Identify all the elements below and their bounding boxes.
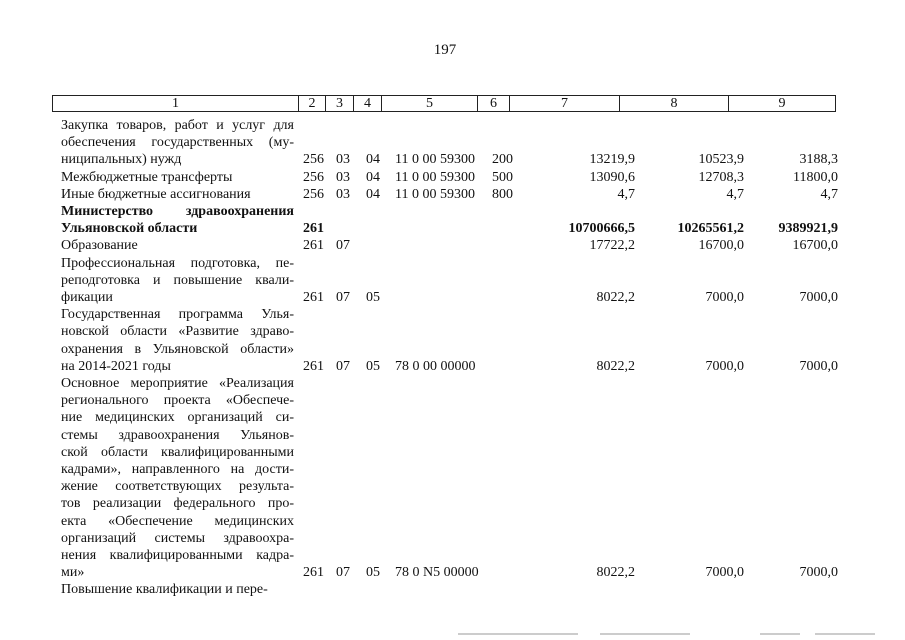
row-description xyxy=(61,169,294,186)
cell-c3: 07 xyxy=(336,238,350,254)
cell-c7: 4,7 xyxy=(617,186,635,202)
cell-c2: 261 xyxy=(303,238,324,254)
description-line: Основное мероприятие «Реализация xyxy=(61,376,294,391)
row-description xyxy=(61,203,294,237)
scan-artifact xyxy=(760,633,800,635)
header-col-3: 3 xyxy=(326,96,354,111)
cell-c2: 261 xyxy=(303,221,324,237)
cell-c9: 4,7 xyxy=(820,186,838,202)
header-col-7: 7 xyxy=(510,96,620,111)
table-row xyxy=(0,169,905,186)
cell-c3: 03 xyxy=(336,186,350,202)
cell-c6: 800 xyxy=(492,186,513,202)
row-description xyxy=(61,186,294,203)
cell-c8: 7000,0 xyxy=(705,289,744,305)
description-line: регионального проекта «Обеспече- xyxy=(61,393,294,409)
cell-c5: 78 0 N5 00000 xyxy=(395,565,479,581)
cell-c3: 03 xyxy=(336,152,350,168)
cell-c3: 03 xyxy=(336,169,350,185)
cell-c2: 256 xyxy=(303,186,324,202)
description-line: нения квалифицированными кадра- xyxy=(61,548,294,564)
header-col-1: 1 xyxy=(53,96,299,111)
cell-c8: 12708,3 xyxy=(698,169,744,185)
cell-c7: 10700666,5 xyxy=(568,221,635,237)
cell-c2: 256 xyxy=(303,169,324,185)
cell-c3: 07 xyxy=(336,565,350,581)
table-row xyxy=(0,375,905,581)
description-line: ми» xyxy=(61,565,85,581)
cell-c3: 07 xyxy=(336,289,350,305)
header-col-9: 9 xyxy=(778,96,786,111)
cell-c5: 11 0 00 59300 xyxy=(395,152,475,168)
cell-c9: 7000,0 xyxy=(799,358,838,374)
cell-c7: 8022,2 xyxy=(596,289,635,305)
row-description xyxy=(61,237,294,254)
cell-c8: 4,7 xyxy=(726,186,744,202)
scan-artifact xyxy=(815,633,875,635)
cell-c9: 7000,0 xyxy=(799,289,838,305)
cell-c4: 04 xyxy=(366,186,380,202)
cell-c4: 05 xyxy=(366,358,380,374)
cell-c4: 04 xyxy=(366,152,380,168)
table-header xyxy=(52,95,836,112)
cell-c3: 07 xyxy=(336,358,350,374)
cell-c8: 10523,9 xyxy=(698,152,744,168)
description-line: ской области квалифицированными xyxy=(61,444,294,460)
description-line: охранения в Ульяновской области» xyxy=(61,341,294,357)
description-line: организаций системы здравоохра- xyxy=(61,530,294,546)
cell-c2: 256 xyxy=(303,152,324,168)
row-description xyxy=(61,306,294,375)
description-line: Межбюджетные трансферты xyxy=(61,169,233,185)
description-line: кадрами», направленного на дости- xyxy=(61,462,294,478)
scan-artifact xyxy=(600,633,690,635)
description-line: Закупка товаров, работ и услуг для xyxy=(61,118,294,133)
cell-c6: 500 xyxy=(492,169,513,185)
header-col-5: 5 xyxy=(382,96,478,111)
table-row xyxy=(0,186,905,203)
cell-c2: 261 xyxy=(303,289,324,305)
row-description xyxy=(61,255,294,307)
table-row xyxy=(0,581,905,598)
table-row xyxy=(0,117,905,169)
cell-c9: 11800,0 xyxy=(793,169,838,185)
table-row xyxy=(0,237,905,254)
description-line: Повышение квалификации и пере- xyxy=(61,582,268,598)
cell-c8: 10265561,2 xyxy=(677,221,744,237)
description-line: Государственная программа Улья- xyxy=(61,307,294,323)
description-line: Профессиональная подготовка, пе- xyxy=(61,255,294,271)
cell-c8: 7000,0 xyxy=(705,565,744,581)
description-line: екта «Обеспечение медицинских xyxy=(61,513,294,529)
description-line: ние медицинских организаций си- xyxy=(61,410,294,426)
description-line: Ульяновской области xyxy=(61,221,198,237)
page-number: 197 xyxy=(433,42,457,58)
cell-c7: 8022,2 xyxy=(596,358,635,374)
cell-c8: 16700,0 xyxy=(698,238,744,254)
description-line: новской области «Развитие здраво- xyxy=(61,324,294,340)
cell-c8: 7000,0 xyxy=(705,358,744,374)
cell-c7: 13219,9 xyxy=(589,152,635,168)
description-line: жение соответствующих результа- xyxy=(61,479,294,495)
row-description xyxy=(61,117,294,169)
description-line: Министерство здравоохранения xyxy=(61,204,294,219)
cell-c7: 17722,2 xyxy=(589,238,635,254)
cell-c9: 16700,0 xyxy=(792,238,838,254)
cell-c9: 3188,3 xyxy=(799,152,838,168)
cell-c6: 200 xyxy=(492,152,513,168)
description-line: стемы здравоохранения Ульянов- xyxy=(61,427,294,443)
description-line: на 2014-2021 годы xyxy=(61,358,171,374)
cell-c9: 7000,0 xyxy=(799,565,838,581)
cell-c4: 04 xyxy=(366,169,380,185)
header-col-4: 4 xyxy=(354,96,382,111)
cell-c4: 05 xyxy=(366,289,380,305)
cell-c5: 78 0 00 00000 xyxy=(395,358,476,374)
cell-c4: 05 xyxy=(366,565,380,581)
scan-artifact xyxy=(458,633,578,635)
cell-c2: 261 xyxy=(303,565,324,581)
description-line: Образование xyxy=(61,238,138,254)
row-description xyxy=(61,581,294,598)
table-row xyxy=(0,255,905,307)
table-row xyxy=(0,306,905,375)
description-line: ниципальных) нужд xyxy=(61,152,182,168)
header-col-8: 8 xyxy=(620,96,729,111)
cell-c2: 261 xyxy=(303,358,324,374)
description-line: реподготовка и повышение квали- xyxy=(61,272,294,288)
header-col-6: 6 xyxy=(478,96,510,111)
description-line: Иные бюджетные ассигнования xyxy=(61,186,251,202)
cell-c9: 9389921,9 xyxy=(778,221,838,237)
description-line: обеспечения государственных (му- xyxy=(61,135,294,151)
cell-c5: 11 0 00 59300 xyxy=(395,186,475,202)
cell-c7: 13090,6 xyxy=(589,169,635,185)
table-row xyxy=(0,203,905,237)
description-line: тов реализации федерального про- xyxy=(61,496,294,512)
row-description xyxy=(61,375,294,581)
description-line: фикации xyxy=(61,290,113,305)
cell-c7: 8022,2 xyxy=(596,565,635,581)
header-col-2: 2 xyxy=(299,96,326,111)
cell-c5: 11 0 00 59300 xyxy=(395,169,475,185)
